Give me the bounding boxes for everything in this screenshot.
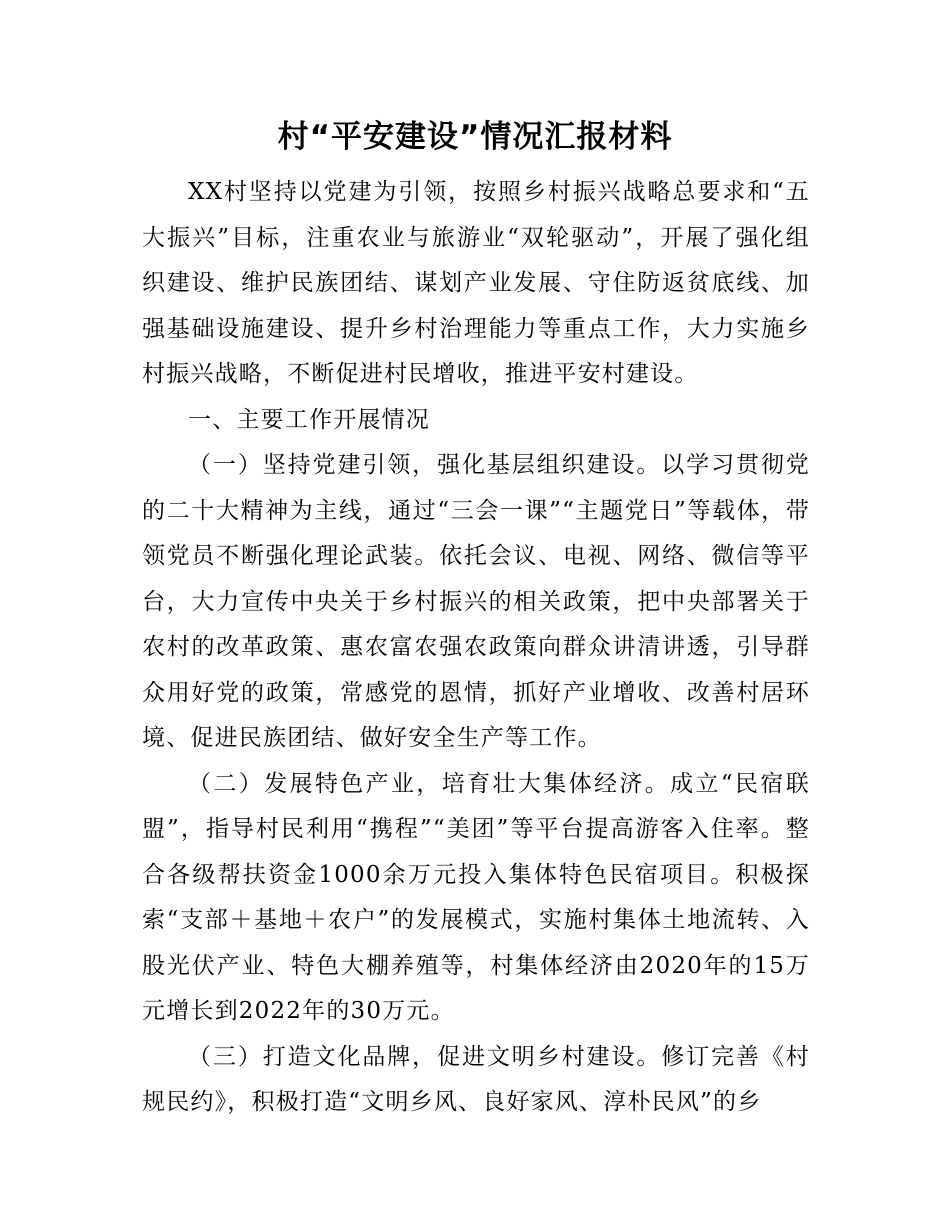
intro-paragraph: XX村坚持以党建为引领，按照乡村振兴战略总要求和“五大振兴”目标，注重农业与旅游业“双轮驱动”，开展了强化组织建设、维护民族团结、谋划产业发展、守住防返贫底线、加强基础设施建设、提升乡村治理能力等重点工作，大力实施乡村振兴战略，不断促进村民增收，推进平安村建设。 bbox=[142, 179, 810, 387]
paragraph-3: （三）打造文化品牌，促进文明乡村建设。修订完善《村规民约》，积极打造“文明乡风、良好家风、淳朴民风”的乡 bbox=[142, 1043, 810, 1115]
paragraph-2: （二）发展特色产业，培育壮大集体经济。成立“民宿联盟”，指导村民利用“携程”“美团”等平台提高游客入住率。整合各级帮扶资金1000余万元投入集体特色民宿项目。积极探索“支部＋基地＋农户”的发展模式，实施村集体土地流转、入股光伏产业、特色大棚养殖等，村集体经济由2020年的15万元增长到2022年的30万元。 bbox=[142, 770, 810, 1024]
section-heading: 一、主要工作开展情况 bbox=[188, 406, 430, 433]
paragraph-1: （一）坚持党建引领，强化基层组织建设。以学习贯彻党的二十大精神为主线，通过“三会一课”“主题党日”等载体，带领党员不断强化理论武装。依托会议、电视、网络、微信等平台，大力宣传中央关于乡村振兴的相关政策，把中央部署关于农村的改革政策、惠农富农强农政策向群众讲清讲透，引导群众用好党的政策，常感党的恩情，抓好产业增收、改善村居环境、促进民族团结、做好安全生产等工作。 bbox=[142, 452, 810, 751]
document-body bbox=[142, 170, 810, 1126]
document-title: 村“平安建设”情况汇报材料 bbox=[277, 119, 673, 155]
